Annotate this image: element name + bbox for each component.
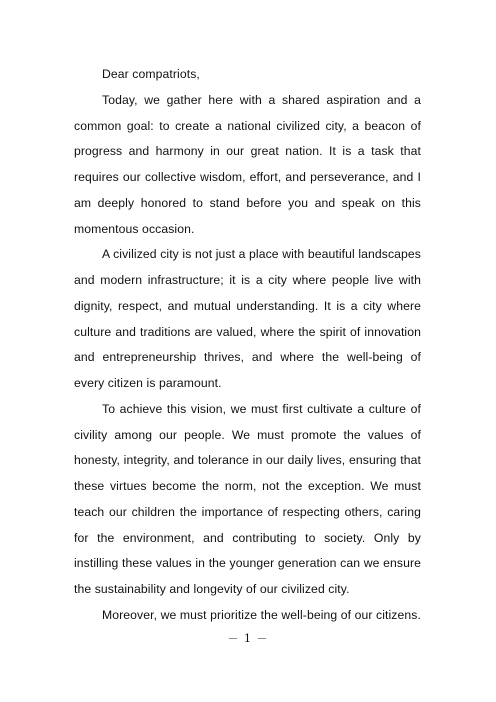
salutation: Dear compatriots, — [102, 67, 200, 81]
paragraph-1: Today, we gather here with a shared aspiration and a common goal: to create a national civilized city, a beacon of progress and harmony in our great nation. It is a task that requires our collective wisdom, effort, and perseverance, and I am deeply honored to stand before you and speak on this momentous occasion. — [74, 92, 421, 236]
page-number: － 1 － — [227, 632, 269, 645]
paragraph-3: To achieve this vision, we must first cultivate a culture of civility among our people. We must promote the values of honesty, integrity, and tolerance in our daily lives, ensuring that these virtues become the norm, not the exception. We must teach our children the importance of respecting others, caring for the environment, and contributing to society. Only by instilling these values in the younger generation can we ensure the sustainability and longevity of our civilized city. — [74, 401, 421, 596]
letter-body — [74, 62, 421, 629]
paragraph-2: A civilized city is not just a place with beautiful landscapes and modern infrastructure; it is a city where people live with dignity, respect, and mutual understanding. It is a city where culture and traditions are valued, where the spirit of innovation and entrepreneurship thrives, and where the well-being of every citizen is paramount. — [74, 247, 421, 390]
paragraph-4: Moreover, we must prioritize the well-being of our citizens. — [102, 607, 421, 622]
